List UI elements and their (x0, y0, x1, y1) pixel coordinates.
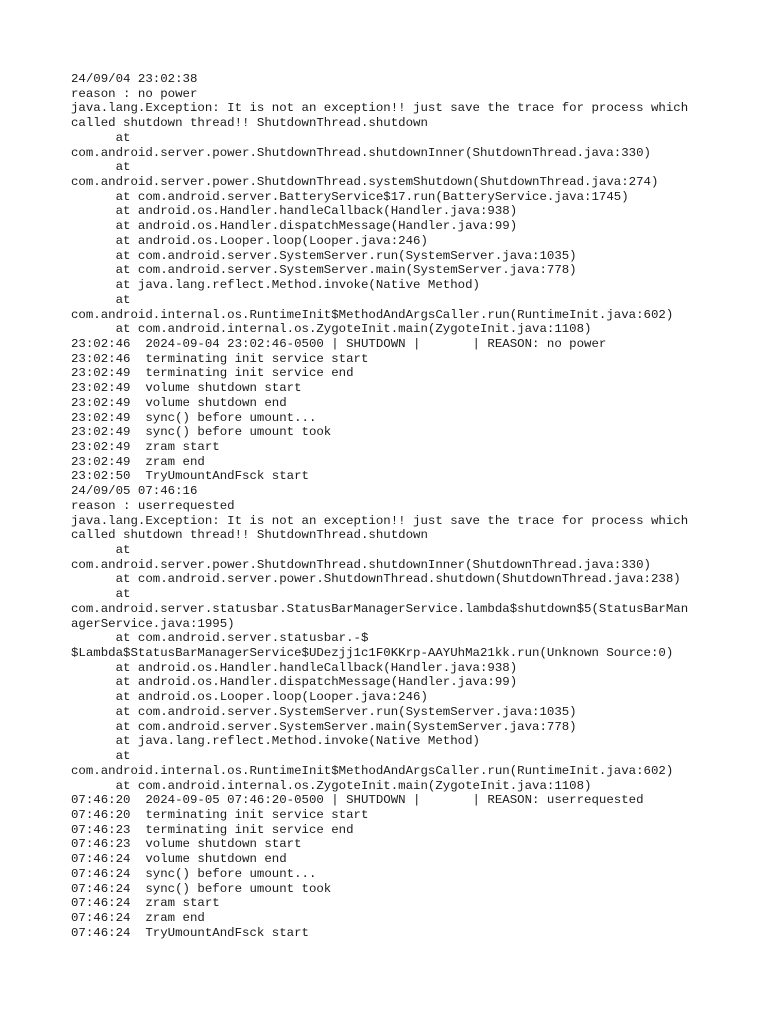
log-line: at java.lang.reflect.Method.invoke(Native Method) (71, 278, 480, 293)
log-line: at android.os.Handler.handleCallback(Handler.java:938) (71, 204, 518, 219)
log-line: 07:46:23 terminating init service end (71, 822, 354, 837)
log-line: at android.os.Looper.loop(Looper.java:246) (71, 233, 428, 248)
log-line: at (71, 587, 131, 602)
log-line: at com.android.server.SystemServer.main(SystemServer.java:778) (71, 263, 577, 278)
log-line: 07:46:24 volume shutdown end (71, 852, 287, 867)
log-line: 23:02:50 TryUmountAndFsck start (71, 469, 309, 484)
log-line: com.android.server.power.ShutdownThread.shutdownInner(ShutdownThread.java:330) (71, 145, 651, 160)
log-line: at (71, 749, 131, 764)
log-line: called shutdown thread!! ShutdownThread.shutdown (71, 116, 428, 131)
log-line: at android.os.Handler.handleCallback(Handler.java:938) (71, 660, 518, 675)
log-line: at (71, 160, 131, 175)
log-line: 23:02:49 sync() before umount... (71, 410, 317, 425)
log-line: java.lang.Exception: It is not an exception!! just save the trace for process which (71, 101, 689, 116)
log-line: 23:02:49 zram start (71, 439, 220, 454)
log-line: called shutdown thread!! ShutdownThread.shutdown (71, 528, 428, 543)
log-line: at com.android.server.SystemServer.run(SystemServer.java:1035) (71, 248, 577, 263)
log-line: 23:02:49 zram end (71, 454, 205, 469)
log-line: at (71, 543, 131, 557)
log-line: 07:46:20 terminating init service start (71, 807, 369, 822)
log-line: at com.android.server.BatteryService$17.run(BatteryService.java:1745) (71, 189, 629, 204)
log-line: 07:46:24 zram start (71, 896, 220, 911)
log-line: 23:02:46 terminating init service start (71, 351, 369, 366)
log-line: at android.os.Looper.loop(Looper.java:246) (71, 690, 428, 705)
log-line: at com.android.internal.os.ZygoteInit.main(ZygoteInit.java:1108) (71, 778, 592, 793)
log-line: 24/09/05 07:46:16 (71, 484, 198, 499)
log-line: 23:02:49 terminating init service end (71, 366, 354, 381)
log-line: 07:46:24 sync() before umount took (71, 881, 332, 896)
log-line: 07:46:24 zram end (71, 910, 205, 925)
log-line: 23:02:49 volume shutdown start (71, 381, 302, 396)
log-line: $Lambda$StatusBarManagerService$UDezjj1c1F0KKrp-AAYUhMa21kk.run(Unknown Source:0) (71, 646, 674, 661)
log-line: 23:02:46 2024-09-04 23:02:46-0500 | SHUTDOWN | | REASON: no power (71, 336, 607, 351)
log-line: java.lang.Exception: It is not an exception!! just save the trace for process which (71, 513, 689, 528)
log-line: at com.android.server.SystemServer.main(SystemServer.java:778) (71, 719, 577, 734)
log-line: 07:46:24 sync() before umount... (71, 866, 317, 881)
log-line: 07:46:23 volume shutdown start (71, 837, 302, 852)
log-line: 24/09/04 23:02:38 (71, 72, 198, 86)
log-line: at com.android.internal.os.ZygoteInit.main(ZygoteInit.java:1108) (71, 322, 592, 337)
log-line: com.android.internal.os.RuntimeInit$MethodAndArgsCaller.run(RuntimeInit.java:602) (71, 763, 674, 778)
log-line: at com.android.server.SystemServer.run(SystemServer.java:1035) (71, 704, 577, 719)
log-line: at java.lang.reflect.Method.invoke(Native Method) (71, 734, 480, 749)
log-line: com.android.server.power.ShutdownThread.systemShutdown(ShutdownThread.java:274) (71, 175, 659, 190)
log-line: at android.os.Handler.dispatchMessage(Handler.java:99) (71, 675, 518, 690)
log-line: 07:46:20 2024-09-05 07:46:20-0500 | SHUTDOWN | | REASON: userrequested (71, 793, 644, 808)
log-line: at (71, 130, 131, 145)
log-line: agerService.java:1995) (71, 616, 235, 631)
log-line: com.android.server.power.ShutdownThread.shutdownInner(ShutdownThread.java:330) (71, 557, 651, 572)
log-line: com.android.internal.os.RuntimeInit$MethodAndArgsCaller.run(RuntimeInit.java:602) (71, 307, 674, 322)
log-line: at com.android.server.power.ShutdownThread.shutdown(ShutdownThread.java:238) (71, 572, 681, 587)
log-line: at (71, 292, 131, 307)
log-line: at com.android.server.statusbar.-$ (71, 631, 369, 646)
log-line: 23:02:49 volume shutdown end (71, 395, 287, 410)
log-line: 07:46:24 TryUmountAndFsck start (71, 925, 309, 940)
log-line: 23:02:49 sync() before umount took (71, 425, 332, 440)
log-line: reason : userrequested (71, 498, 235, 513)
log-line: reason : no power (71, 86, 198, 101)
log-line: at android.os.Handler.dispatchMessage(Handler.java:99) (71, 219, 518, 234)
shutdown-log-text (71, 72, 731, 940)
log-line: com.android.server.statusbar.StatusBarManagerService.lambda$shutdown$5(StatusBarMan (71, 601, 689, 616)
